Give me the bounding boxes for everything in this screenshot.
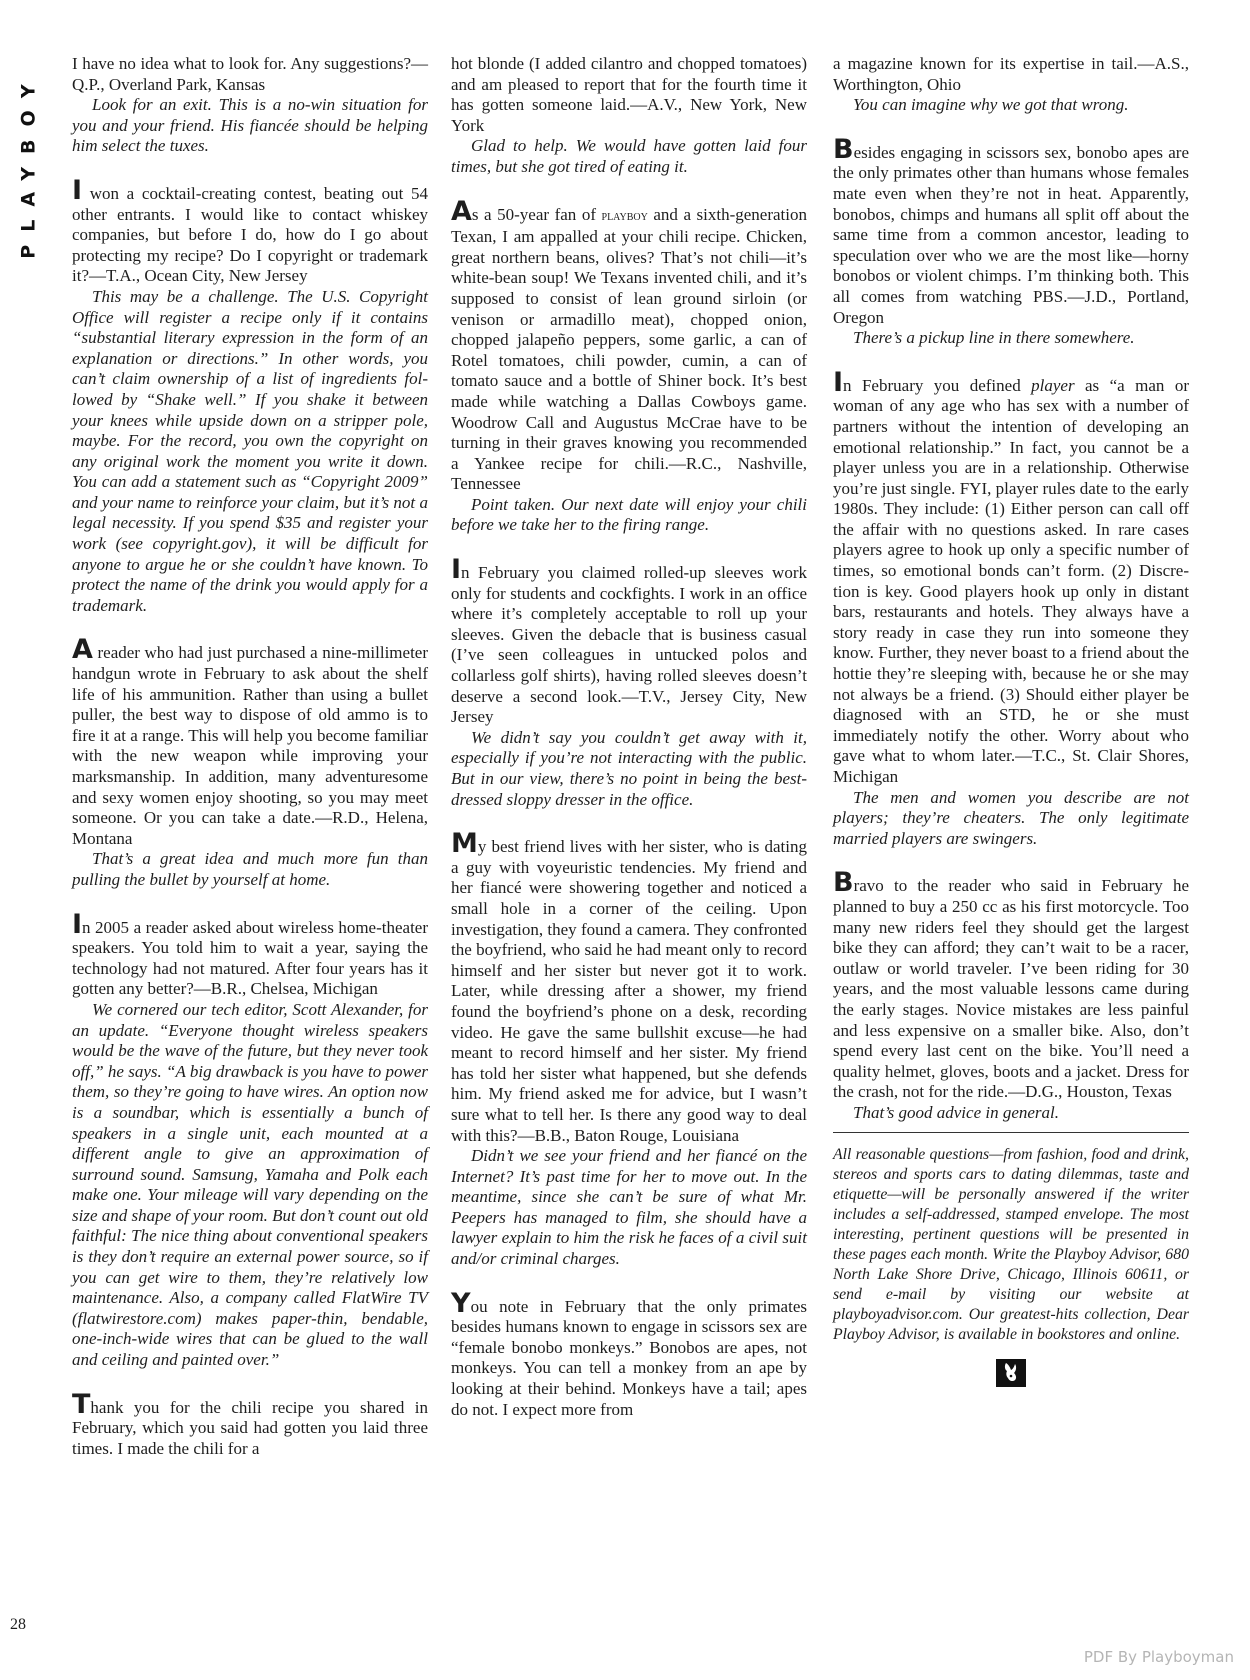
bunny-logo-svg [1001, 1362, 1021, 1384]
advisor-answer: This may be a challenge. The U.S. Copyright Office will register a recipe only if it contains “substantial literary expression in the form of an explanation or directions.” In other words, you can’t claim ownership of a list of ingredients followed by “Shake well.” If you shake it between your knees while upside down on a stripper pole, maybe. For the record, you own the copyright on any original work the moment you write it down. You can add a statement such as “Copyright 2009” and your name to reinforce your claim, but it’s not a legal necessity. If you spend $35 and register your work (see copyright.gov), it will be difficult for anyone to argue he or she couldn’t have known. To protect the name of the drink you would apply for a trademark. [72, 286, 428, 615]
advisor-answer: Glad to help. We would have gotten laid four times, but she got tired of eating it. [451, 136, 807, 176]
drop-initial: M [451, 828, 478, 860]
letter-question: I have no idea what to look for. Any suggestions?—Q.P., Overland Park, Kansas [72, 54, 428, 94]
letter-question [451, 554, 807, 728]
letter-question: a magazine known for its expertise in tail.—A.S., Worthington, Ohio [833, 54, 1189, 94]
letter-text: esides engaging in scissors sex, bonobo apes are the only primates other than humans whose females mate even when they’re not in heat. Apparently, bonobos, chimps and humans all split off about the same time from a common ancestor, leading to speculation over who we are the most like—horny bonobos or violent chimps. I’m thinking both. This all comes from watching PBS.—J.D., Portland, Oregon [833, 142, 1189, 327]
letter-text: ravo to the reader who said in February he planned to buy a 250 cc as his first motorcycle. Too many new riders feel they should get the largest bike they can afford; they can’t wait to be a racer, outlaw or world traveler. I’ve been riding for 30 years, and the most valuable lessons came during the early stages. Novice mistakes are less painful and less expensive on a smaller bike. Also, don’t spend every last cent on the bike. You’ll need a quality helmet, gloves, boots and a jacket. Dress for the crash, not for the ride.—D.G., Houston, Texas [833, 876, 1189, 1102]
masthead-text: PLAYBOY [18, 71, 40, 259]
drop-initial: A [451, 195, 472, 227]
letter-question [72, 174, 428, 287]
advisor-answer: That’s good advice in general. [853, 1102, 1060, 1122]
advisor-answer: Look for an exit. This is a no-win situation for you and your friend. His fiancée should be helping him select the tuxes. [72, 95, 428, 156]
letter-text: n February you claimed rolled-up sleeves work only for students and cockfights. I work in an office where it’s completely acceptable to roll up your sleeves. Given the debacle that is business casual (I’ve seen colleagues in untucked polos and collarless golf shirts), having rolled sleeves doesn’t deserve a second look.—T.V., Jersey City, New Jersey [451, 563, 807, 727]
letter-text: as “a man or woman of any age who has sex with a number of partners without the intention of developing an emotional relationship.” In fact, you cannot be a player unless you are in a relationship. Otherwise you’re just single. FYI, player rules date to the early 1980s. They include: (1) Either person can call off the affair with no questions asked. In rare cases players agree to hook up only a specific number of times, so emotional bonds can’t form. (2) Discretion is key. Good players hook up only in distant bars, restaurants and hotels. They always have a story ready in case they run into someone they know. Further, they never boast to a friend about the hottie they’re sleeping with, because he or she may not always be a friend. (3) Should either player be diagnosed with an STD, he or she must immediately notify the other. Worry about who gave what to whom later.—T.C., St. Clair Shores, Michigan [833, 375, 1190, 786]
drop-initial: I [833, 366, 844, 398]
letter-question [72, 634, 428, 849]
drop-initial: Y [451, 1287, 471, 1319]
letter-question [451, 828, 807, 1146]
vertical-masthead [16, 50, 42, 280]
letter-question [833, 867, 1189, 1103]
drop-initial: I [72, 908, 83, 940]
magazine-name: playboy [601, 208, 648, 224]
column-3 [833, 54, 1189, 1387]
section-divider [833, 1132, 1189, 1133]
advisor-answer: We didn’t say you couldn’t get away with it, especially if you’re not interacting with the public. But in our view, there’s no point in being the best-dressed sloppy dresser in the office. [451, 727, 807, 809]
letter-text: hank you for the chili recipe you shared in February, which you said had gotten you laid three times. I made the chili for a [72, 1397, 428, 1458]
drop-initial: B [833, 867, 854, 899]
advisor-answer: That’s a great idea and much more fun than pulling the bullet by yourself at home. [72, 849, 428, 889]
letter-question [833, 366, 1190, 788]
advisor-answer: We cornered our tech editor, Scott Alexander, for an update. “Everyone thought wireless speakers would be the wave of the future, but they never took off,” he says. “A big drawback is you have to power them, so they’re going to have wires. An option now is a soundbar, which is essentially a bunch of speakers in a single unit, each mounted at a different angle to give an approximation of surround sound. Samsung, Yamaha and Polk each make one. Your mileage will vary depending on the size and shape of your room. But don’t count out old faithful: The nice thing about conventional speakers is they don’t require an external power source, so if you can get wire to them, they’re relatively low maintenance. Also, a company called FlatWire TV (flatwirestore.com) makes paper-thin, bendable, one-inch-wide wires that can be glued to the wall and ceiling and painted over.” [72, 999, 428, 1370]
drop-initial: I [451, 554, 462, 586]
advisor-answer: Didn’t we see your friend and her fiancé on the Internet? It’s past time for her to move out. In the meantime, since she can’t be sure of what Mr. Peepers has managed to film, she should have a lawyer explain to him the risk he faces of a civil suit and/or criminal charges. [451, 1146, 807, 1269]
letter-text: n February you defined [843, 375, 1032, 395]
bunny-logo-icon [996, 1359, 1026, 1387]
letter-text: won a cocktail-creating contest, beating out 54 other entrants. I would like to contact whiskey companies, but before I do, how do I go about protecting my recipe? Do I copyright or trademark it?—T.A., Ocean City, New Jersey [72, 183, 428, 286]
letter-text: reader who had just purchased a nine-millimeter handgun wrote in February to ask about the shelf life of his ammunition. Rather than using a bullet puller, the best way to dispose of old ammo is to fire it at a range. This will help you become familiar with the new weapon while improving your marksmanship. In addition, many adventuresome and sexy women enjoy shooting, so you may meet someone. Or you can take a date.—R.D., Helena, Montana [72, 643, 428, 848]
drop-initial: A [72, 634, 93, 666]
advisor-answer: There’s a pickup line in there somewhere. [853, 328, 1135, 348]
drop-initial: T [72, 1388, 91, 1420]
letter-text: s a 50-year fan of [471, 204, 602, 224]
letter-question [72, 1388, 428, 1460]
drop-initial: B [833, 133, 854, 165]
advisor-answer: You can imagine why we got that wrong. [853, 95, 1129, 115]
letter-text: ou note in February that the only primates besides humans known to engage in scissors sex are “female bonobo monkeys.” Bonobos are apes, not monkeys. You can tell a monkey from an ape by looking at their behind. Monkeys have a tail; apes do not. I expect more from [451, 1296, 807, 1419]
letter-text: n 2005 a reader asked about wireless home-theater speakers. You told him to wait a year, saying the technology had not matured. After four years has it gotten any better?—B.R., Chelsea, Michigan [72, 917, 428, 999]
letter-question [72, 908, 428, 1000]
submission-info: All reasonable questions—from fashion, food and drink, stereos and sports cars to dating dilemmas, taste and etiquette—will be personally answered if the writer includes a self-addressed, stamped envelope. The most interesting, pertinent questions will be presented in these pages each month. Write the Playboy Advisor, 680 North Lake Shore Drive, Chicago, Illinois 60611, or send e-mail by visiting our website at playboyadvisor.com. Our greatest-hits collection, Dear Playboy Advisor, is available in bookstores and online. [833, 1145, 1189, 1343]
watermark: PDF By Playboyman [1083, 1648, 1234, 1666]
page-number: 28 [10, 1616, 26, 1633]
column-1 [72, 54, 428, 1459]
column-2 [451, 54, 807, 1420]
letter-text: and a sixth-generation Texan, I am appalled at your chili recipe. Chicken, great northern beans, olives? That’s not chili—it’s white-bean soup! We Texans invented chili, and it’s supposed to consist of lean ground sirloin (or venison or armadillo meat), chopped onion, chopped jalapeño peppers, some garlic, a can of Rotel tomatoes, chili powder, cumin, a can of tomato sauce and a bottle of Shiner bock. It’s best made while watching a Dallas Cowboys game. Woodrow Call and Augustus McCrae have to be turning in their graves knowing you recommended a Yankee recipe for chili.—R.C., Nashville, Tennessee [451, 204, 807, 494]
letter-question [451, 195, 807, 495]
drop-initial: I [72, 174, 83, 206]
letter-question [451, 1287, 807, 1421]
advisor-answer: Point taken. Our next date will enjoy your chili before we take her to the firing range. [451, 494, 807, 535]
defined-term: player [1031, 375, 1075, 395]
letter-text: y best friend lives with her sister, who is dating a guy with voyeuristic tendencies. My friend and her fiancé were showering together and noticed a small hole in a corner of the ceiling. Upon investigation, they found a camera. They confronted the boyfriend, who said he had meant only to record himself and her sister but never got it to work. Later, while dressing after a shower, my friend found the boyfriend’s phone on a desk, recording video. He gave the same bullshit excuse—he had meant to record himself and her sister. My friend has told her sister what happened, but she defends him. My friend asked me for advice, but I wasn’t sure what to tell her. Is there any good way to deal with this?—B.B., Baton Rouge, Louisiana [451, 837, 807, 1145]
letter-question [833, 133, 1189, 328]
advisor-answer: The men and women you describe are not players; they’re cheaters. The only legitimate married players are swingers. [833, 787, 1189, 848]
letter-question: hot blonde (I added cilantro and chopped tomatoes) and am pleased to report that for the fourth time it has gotten someone laid.—A.V., New York, New York [451, 54, 807, 135]
